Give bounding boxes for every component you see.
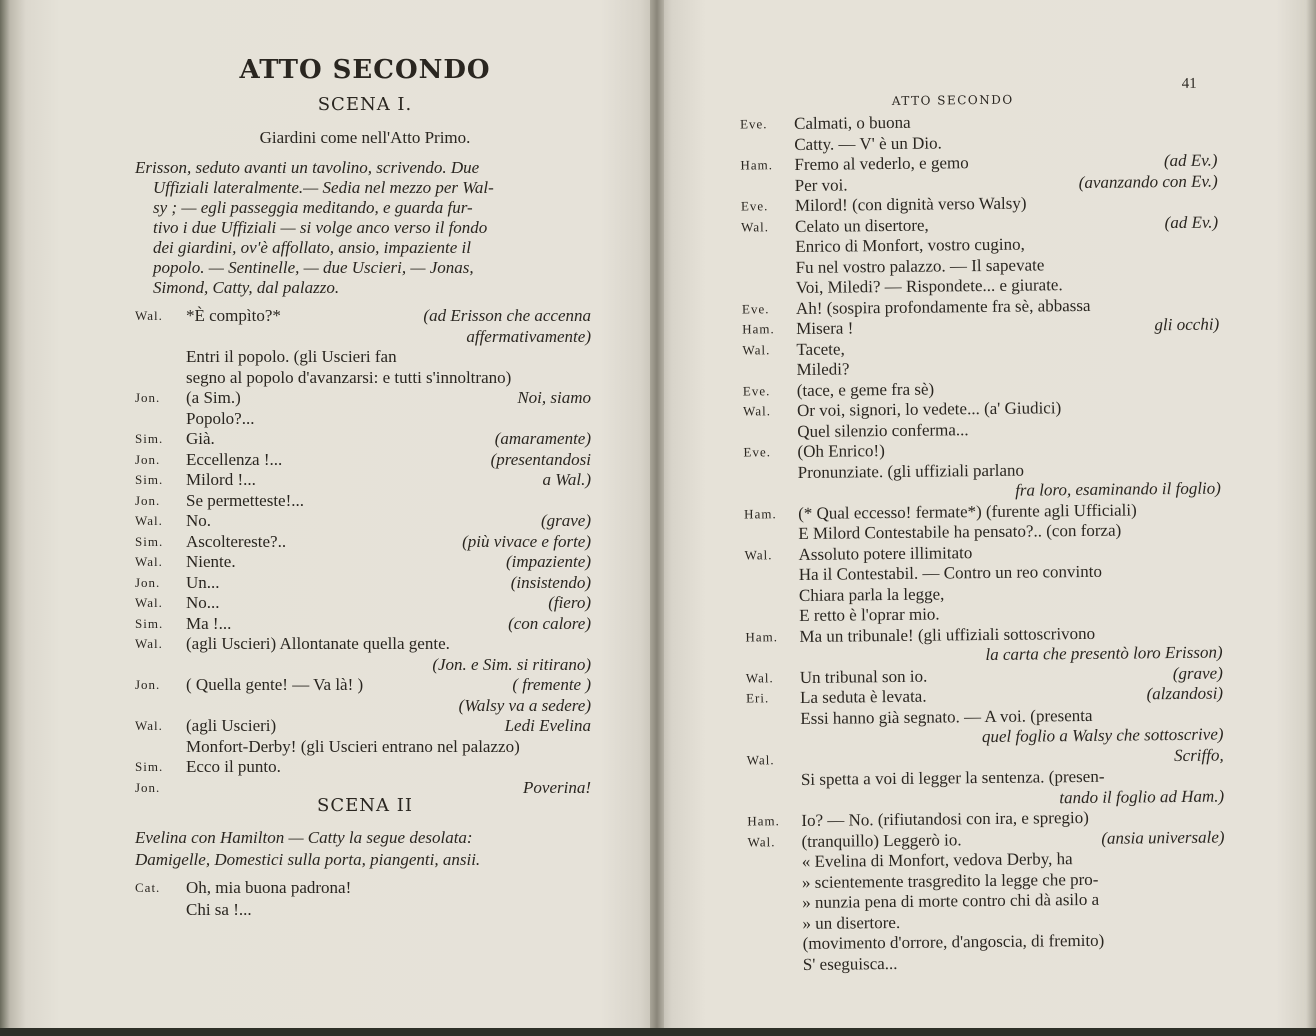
dialogue-text: Misera ! [796,318,854,338]
dialogue-text: Io? — No. (rifiutandosi con ira, e spregio) [801,807,1089,830]
speaker-label: Eve. [740,198,769,214]
left-page [0,0,656,1036]
dialogue-text: ( Quella gente! — Va là! ) [186,675,364,694]
stage-note: (avanzando con Ev.) [1078,171,1218,192]
speaker-label: Sim. [135,431,164,446]
speaker-label: Wal. [747,833,776,850]
speaker-label: Wal. [135,308,163,323]
dialogue-text: Ecco il punto. [186,757,281,776]
page-number: 41 [1181,75,1197,92]
stage-note: la carta che presentò loro Erisson) [985,642,1223,665]
speaker-label: Ham. [745,628,779,645]
speaker-label: Sim. [135,533,164,549]
dialogue-text: Milord !... [186,470,256,489]
speaker-label: Ham. [740,157,774,173]
stage-note: Poverina! [523,777,591,797]
speaker-label: Wal. [135,636,163,651]
stage-direction-line: dei giardini, ov'è affollato, ansio, impaziente il [153,238,471,257]
stage-note: ( fremente ) [512,675,591,694]
dialogue-text: (movimento d'orrore, d'angoscia, di fremito) [802,930,1105,953]
stage-note: (insistendo) [510,572,591,592]
speaker-label: Wal. [742,403,772,419]
dialogue-text: Ascoltereste?.. [186,531,287,551]
stage-note: Scriffo, [1173,745,1224,765]
dialogue-text: Fremo al vederlo, e gemo [794,153,969,174]
dialogue-text: (* Qual eccesso! fermate*) (furente agli Ufficiali) [798,499,1137,523]
dialogue-text: La seduta è levata. [799,686,927,707]
speaker-label: Jon. [135,779,161,795]
speaker-label: Eve. [742,382,771,399]
dialogue-text: » nunzia pena di morte contro chi dà asilo a [802,889,1100,912]
stage-note: Noi, siamo [517,388,591,407]
stage-direction-line: Uffiziali lateralmente.— Sedia nel mezzo per Wal- [153,178,494,197]
dialogue-text: Or voi, signori, lo vedete... (a' Giudici) [796,398,1062,420]
dialogue-text: Voi, Miledi? — Rispondete... e giurate. [795,275,1063,297]
stage-direction-line: Erisson, seduto avanti un tavolino, scrivendo. Due [135,158,480,177]
dialogue-text: « Evelina di Monfort, vedova Derby, ha [801,849,1073,871]
stage-note: (Jon. e Sim. si ritirano) [432,654,591,674]
stage-note: (fiero) [548,593,591,612]
dialogue-text: Assoluto potere illimitato [798,542,973,564]
stage-note: (ad Ev.) [1164,212,1219,232]
speaker-label: Eve. [741,300,770,317]
dialogue-text: Un... [186,572,220,592]
speaker-label: Eve. [743,444,772,460]
dialogue-text: (tranquillo) Leggerò io. [801,829,962,851]
stage-note: tando il foglio ad Ham.) [1059,786,1225,807]
dialogue-text: » un disertore. [802,912,901,933]
speaker-label: Ham. [744,505,777,522]
dialogue-text: (a Sim.) [186,388,241,407]
speaker-label: Jon. [135,390,161,405]
dialogue-text: No. [186,511,212,530]
speaker-label: Wal. [135,513,163,528]
dialogue-text: Si spetta a voi di legger la sentenza. (presen- [800,766,1105,789]
speaker-label: Eve. [739,116,768,132]
dialogue-text: Celato un disertore, [795,215,929,236]
stage-note: fra loro, esaminando il foglio) [1015,478,1221,500]
speaker-label: Wal. [135,554,163,569]
dialogue-text: *È compìto?* [186,306,281,325]
stage-note: (grave) [540,511,591,530]
dialogue-text: No... [186,593,220,612]
speaker-label: Jon. [135,492,161,508]
stage-note: (presentandosi [490,449,591,469]
speaker-label: Cat. [135,880,161,895]
dialogue-text: Essi hanno già segnato. — A voi. (presenta [800,705,1093,728]
dialogue-text: Tacete, [796,338,845,359]
dialogue-text: Per voi. [794,174,848,195]
stage-note: affermativamente) [466,326,591,346]
speaker-label: Wal. [741,218,770,235]
speaker-label: Eri. [745,690,770,706]
speaker-label: Jon. [135,574,161,590]
dialogue-text: Popolo?... [186,408,255,428]
speaker-label: Ham. [742,321,775,337]
dialogue-text: Ma un tribunale! (gli uffiziali sottoscrivono [799,623,1096,646]
dialogue-text: Quel silenzio conferma... [797,419,969,441]
dialogue-text: Ah! (sospira profondamente fra sè, abbassa [795,295,1091,318]
stage-note: (amaramente) [494,429,591,448]
dialogue-text: Pronunziate. (gli uffiziali parlano [797,460,1025,482]
stage-note: quel foglio a Walsy che sottoscrive) [981,724,1224,747]
dialogue-text: Monfort-Derby! (gli Uscieri entrano nel palazzo) [186,736,520,756]
dialogue-text: Un tribunal son io. [799,666,928,687]
stage-note: (con calore) [508,613,591,633]
dialogue-text: Ha il Contestabil. — Contro un reo convinto [798,561,1102,584]
act-title: ATTO SECONDO [239,55,491,85]
stage-note: gli occhi) [1154,314,1220,335]
running-head: ATTO SECONDO [891,92,1014,108]
dialogue-text: (agli Uscieri) Allontanate quella gente. [186,634,450,653]
dialogue-text: Enrico di Monfort, vostro cugino, [795,234,1025,256]
speaker-label: Wal. [135,595,163,610]
dialogue-text: Già. [186,429,215,448]
speaker-label: Jon. [135,677,161,692]
dialogue-text: Miledi? [796,359,850,379]
dialogue-text: Milord! (con dignità verso Walsy) [794,193,1027,215]
dialogue-text: Eccellenza !... [186,449,283,469]
stage-direction-line: Simond, Catty, dal palazzo. [153,278,340,297]
dialogue-text: Chi sa !... [186,900,252,919]
dialogue-text: » scientemente trasgredito la legge che pro- [801,869,1099,892]
dialogue-text: Niente. [186,552,236,571]
scene-2-title: SCENA II [317,795,413,816]
scene-setting: Giardini come nell'Atto Primo. [259,128,471,147]
stage-direction-line: sy ; — egli passeggia meditando, e guarda fur- [153,198,473,217]
speaker-label: Wal. [742,341,771,358]
stage-note: (ad Erisson che accenna [423,306,591,325]
speaker-label: Wal. [135,718,163,733]
speaker-label: Wal. [744,546,773,563]
speaker-label: Sim. [135,759,164,774]
dialogue-text: E Milord Contestabile ha pensato?.. (con forza) [798,520,1122,543]
dialogue-text: S' eseguisca... [802,953,898,974]
stage-note: (Walsy va a sedere) [458,695,591,715]
dialogue-text: Ma !... [186,613,232,633]
dialogue-text: Se permetteste!... [186,490,305,510]
speaker-label: Sim. [135,615,164,631]
right-page [656,0,1316,1036]
dialogue-text: E retto è l'oprar mio. [799,604,940,625]
dialogue-text: (agli Uscieri) [186,716,277,735]
stage-note: Ledi Evelina [504,716,591,735]
page-bottom-edge [0,1028,1316,1036]
speaker-label: Wal. [745,669,774,686]
stage-note: (impaziente) [506,552,591,571]
dialogue-text: (tace, e geme fra sè) [796,379,935,400]
dialogue-text: Oh, mia buona padrona! [186,878,352,897]
dialogue-text: Catty. — V' è un Dio. [794,132,942,154]
dialogue-text: segno al popolo d'avanzarsi: e tutti s'innoltrano) [186,367,512,387]
stage-note: (ad Ev.) [1163,150,1218,171]
stage-note: (ansia universale) [1101,827,1225,848]
stage-note: (più vivace e forte) [462,531,591,551]
scene-1-title: SCENA I. [317,94,413,115]
dialogue-text: (Oh Enrico!) [797,441,885,461]
speaker-label: Wal. [746,751,775,768]
speaker-label: Sim. [135,472,164,487]
speaker-label: Jon. [135,451,161,467]
speaker-label: Ham. [747,813,780,829]
stage-direction-line: tivo i due Uffiziali — si volge anco verso il fondo [153,218,488,237]
stage-note: (grave) [1172,663,1223,683]
dialogue-text: Entri il popolo. (gli Uscieri fan [186,347,397,366]
book-spine [650,0,664,1036]
dialogue-text: Fu nel vostro palazzo. — Il sapevate [795,254,1045,277]
scene-2-direction-line: Evelina con Hamilton — Catty la segue desolata: [135,828,473,847]
stage-direction-line: popolo. — Sentinelle, — due Uscieri, — Jonas, [153,258,474,277]
stage-note: a Wal.) [542,470,591,489]
scene-2-direction-line: Damigelle, Domestici sulla porta, piangenti, ansii. [135,850,481,869]
stage-note: (alzandosi) [1146,683,1224,704]
dialogue-text: Calmati, o buona [793,112,911,133]
dialogue-text: Chiara parla la legge, [798,583,945,605]
